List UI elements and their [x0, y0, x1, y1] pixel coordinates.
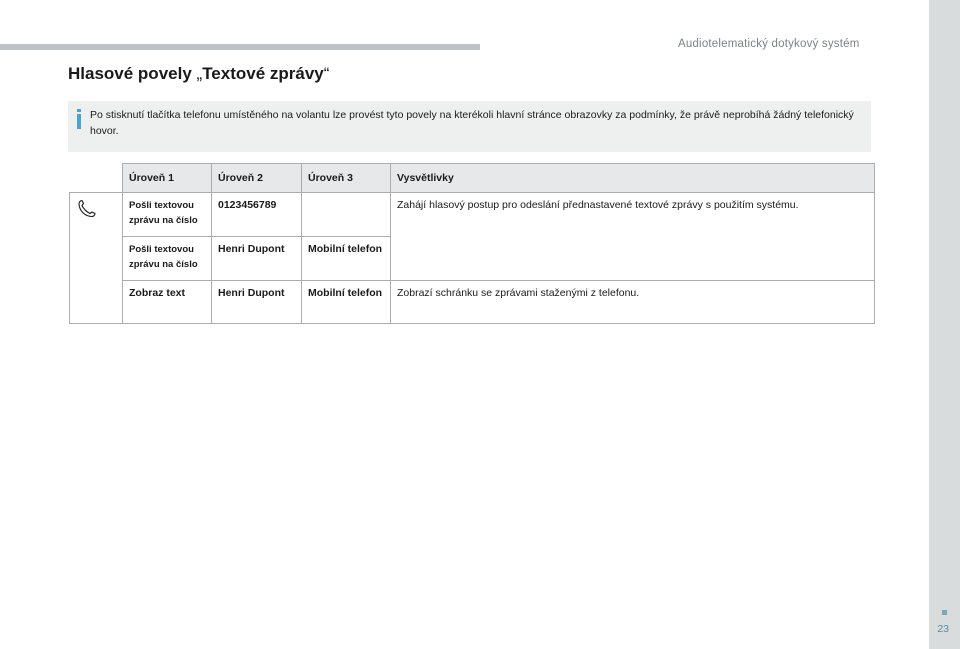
title-open-quote: „	[196, 64, 203, 83]
header-blank	[70, 164, 123, 193]
top-rule	[0, 44, 480, 50]
row3-level3: Mobilní telefon	[302, 281, 391, 324]
row2-level2: Henri Dupont	[212, 237, 302, 281]
table-row	[70, 281, 875, 324]
voice-commands-table	[69, 163, 875, 324]
phone-icon	[76, 198, 98, 220]
row3-level2: Henri Dupont	[212, 281, 302, 324]
row1-explanation: Zahájí hlasový postup pro odeslání přednastavené textové zprávy s použitím systému.	[391, 193, 875, 281]
info-box	[68, 101, 871, 152]
info-icon	[77, 109, 81, 129]
row1-level2: 0123456789	[212, 193, 302, 237]
header-explanation: Vysvětlivky	[391, 164, 875, 193]
page-title	[68, 64, 329, 84]
info-text: Po stisknutí tlačítka telefonu umístěného na volantu lze provést tyto povely na kterékoli hlavní stránce obrazovky za podmínky, že právě neprobíhá žádný telefonický hovor.	[90, 109, 854, 137]
table-row	[70, 193, 875, 237]
row1-level3	[302, 193, 391, 237]
table-header-row	[70, 164, 875, 193]
header-level1: Úroveň 1	[123, 164, 212, 193]
page-edge-band	[929, 0, 960, 649]
title-close-quote: “	[323, 64, 330, 83]
title-main: Hlasové povely	[68, 64, 197, 83]
title-quoted: Textové zprávy	[202, 64, 324, 83]
row2-level1: Pošli textovou zprávu na číslo	[123, 237, 212, 281]
row1-level1: Pošli textovou zprávu na číslo	[123, 193, 212, 237]
page-number: 23	[937, 623, 949, 635]
page-marker-dot	[942, 610, 947, 615]
section-title: Audiotelematický dotykový systém	[678, 38, 860, 50]
row2-level3: Mobilní telefon	[302, 237, 391, 281]
header-level2: Úroveň 2	[212, 164, 302, 193]
row3-level1: Zobraz text	[123, 281, 212, 324]
header-level3: Úroveň 3	[302, 164, 391, 193]
row3-explanation: Zobrazí schránku se zprávami staženými z telefonu.	[391, 281, 875, 324]
phone-icon-cell	[70, 193, 123, 324]
